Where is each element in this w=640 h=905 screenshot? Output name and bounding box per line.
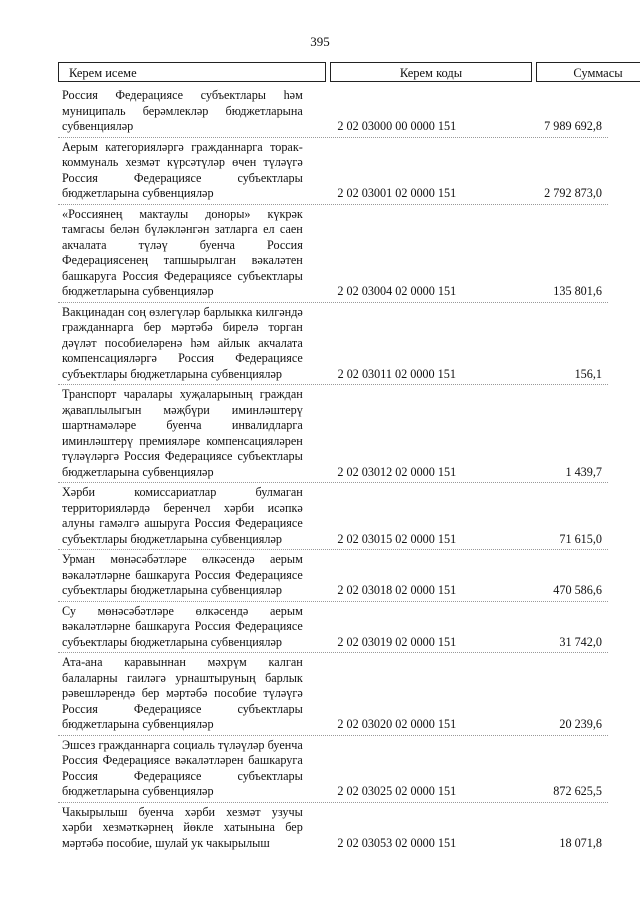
row-name: Су мөнәсәбәтләре өлкәсендә аерым вәкаләтләрне башкаруга Россия Федерациясе субъектлары бюджетларына субвенцияләр [62, 603, 303, 649]
header-sum-column: Суммасы [536, 62, 640, 82]
table-row [58, 88, 608, 135]
header-name-column: Керем исеме [58, 62, 326, 82]
row-sum: 872 625,5 [553, 784, 602, 798]
table-row [58, 207, 608, 300]
row-name: Аерым категорияләргә гражданнарга торак-коммуналь хезмәт күрсәтүләр өчен түләүгә Россия Федерациясе субъектлары бюджетларына субвенцияләр [62, 139, 303, 200]
table-row [58, 485, 608, 547]
row-divider [58, 482, 608, 483]
page-number: 395 [310, 34, 330, 49]
row-name: Эшсез гражданнарга социаль түләүләр буенча Россия Федерациясе вәкаләтләрен башкаруга Россия Федерациясе субъектлары бюджетларына субвенцияләр [62, 737, 303, 798]
row-sum: 71 615,0 [559, 531, 602, 546]
row-code: 2 02 03000 00 0000 151 [337, 119, 457, 133]
table-row [58, 805, 608, 852]
row-sum: 2 792 873,0 [544, 186, 602, 200]
row-code: 2 02 03020 02 0000 151 [337, 717, 457, 731]
row-divider [58, 802, 608, 803]
row-sum: 156,1 [574, 366, 602, 381]
table-row [58, 387, 608, 480]
table-header [58, 62, 623, 84]
row-divider [58, 204, 608, 205]
row-sum: 7 989 692,8 [544, 119, 602, 133]
table-row [58, 552, 608, 599]
row-name: Урман мөнәсәбәтләре өлкәсендә аерым вәкаләтләрне башкаруга Россия Федерациясе субъектлары бюджетларына субвенцияләр [62, 552, 303, 597]
row-sum: 1 439,7 [565, 464, 602, 479]
row-divider [58, 384, 608, 385]
table-body [58, 88, 608, 856]
row-code: 2 02 03053 02 0000 151 [337, 835, 457, 850]
row-sum: 31 742,0 [559, 634, 602, 649]
table-row [58, 655, 608, 733]
row-sum: 135 801,6 [553, 284, 602, 298]
table-row [58, 604, 608, 651]
row-divider [58, 137, 608, 138]
row-name: Ата-ана каравыннан мәхрүм калган балаларны гаиләгә урнаштыруның барлык рәвешләрендә бер мәртәбә пособие түләүгә Россия Федерациясе субъектлары бюджетларына субвенцияләр [62, 655, 303, 731]
header-code-column: Керем коды [330, 62, 532, 82]
row-sum: 18 071,8 [559, 835, 602, 850]
row-code: 2 02 03015 02 0000 151 [337, 531, 457, 546]
row-sum: 20 239,6 [559, 717, 602, 731]
table-row [58, 140, 608, 202]
row-sum: 470 586,6 [553, 583, 602, 597]
row-name: Вакцинадан соң өзлегүләр барлыкка килгәндә гражданнарга бер мәртәбә бирелә торган дәүләт пособиеләренә һәм айлык акчалата компенсацияләргә Россия Федерациясе субъектлары бюджетларына субвенцияләр [62, 304, 303, 381]
row-code: 2 02 03018 02 0000 151 [337, 583, 457, 597]
row-name: «Россиянең мактаулы доноры» күкрәк тамгасы белән бүләкләнгән затларга ел саен акчалата түләү буенча Россия Федерациясенең тапшырылган вәкаләтен башкаруга Россия Федерациясе субъектлары бюджетларына субвенцияләр [62, 206, 303, 298]
row-code: 2 02 03011 02 0000 151 [337, 366, 456, 381]
row-divider [58, 549, 608, 550]
row-name: Транспорт чаралары хуҗаларының граждан җаваплылыгын мәҗбүри иминләштерү шартнамәләре буенча инвалидларга иминләштерү премияләре компенсацияләрен түләүләргә Россия Федерациясе субъектлары бюджетларына субвенцияләр [62, 387, 303, 479]
table-row [58, 305, 608, 383]
row-code: 2 02 03019 02 0000 151 [337, 634, 457, 649]
row-divider [58, 652, 608, 653]
row-code: 2 02 03001 02 0000 151 [337, 186, 457, 200]
row-divider [58, 601, 608, 602]
row-divider [58, 735, 608, 736]
row-code: 2 02 03025 02 0000 151 [337, 784, 457, 798]
row-name: Чакырылыш буенча хәрби хезмәт узучы хәрби хезмәткәрнең йөкле хатынына бер мәртәбә пособие, шулай ук чакырылыш [62, 804, 303, 850]
row-name: Россия Федерациясе субъектлары һәм муниципаль берәмлекләр бюджетларына субвенцияләр [62, 88, 303, 133]
row-code: 2 02 03004 02 0000 151 [337, 284, 457, 298]
row-code: 2 02 03012 02 0000 151 [337, 464, 457, 479]
row-name: Хәрби комиссариатлар булмаган территорияләрдә беренчел хәрби исәпкә алуны гамәлгә ашыруга Россия Федерациясе субъектлары бюджетларына субвенцияләр [62, 485, 303, 546]
table-row [58, 738, 608, 800]
row-divider [58, 302, 608, 303]
